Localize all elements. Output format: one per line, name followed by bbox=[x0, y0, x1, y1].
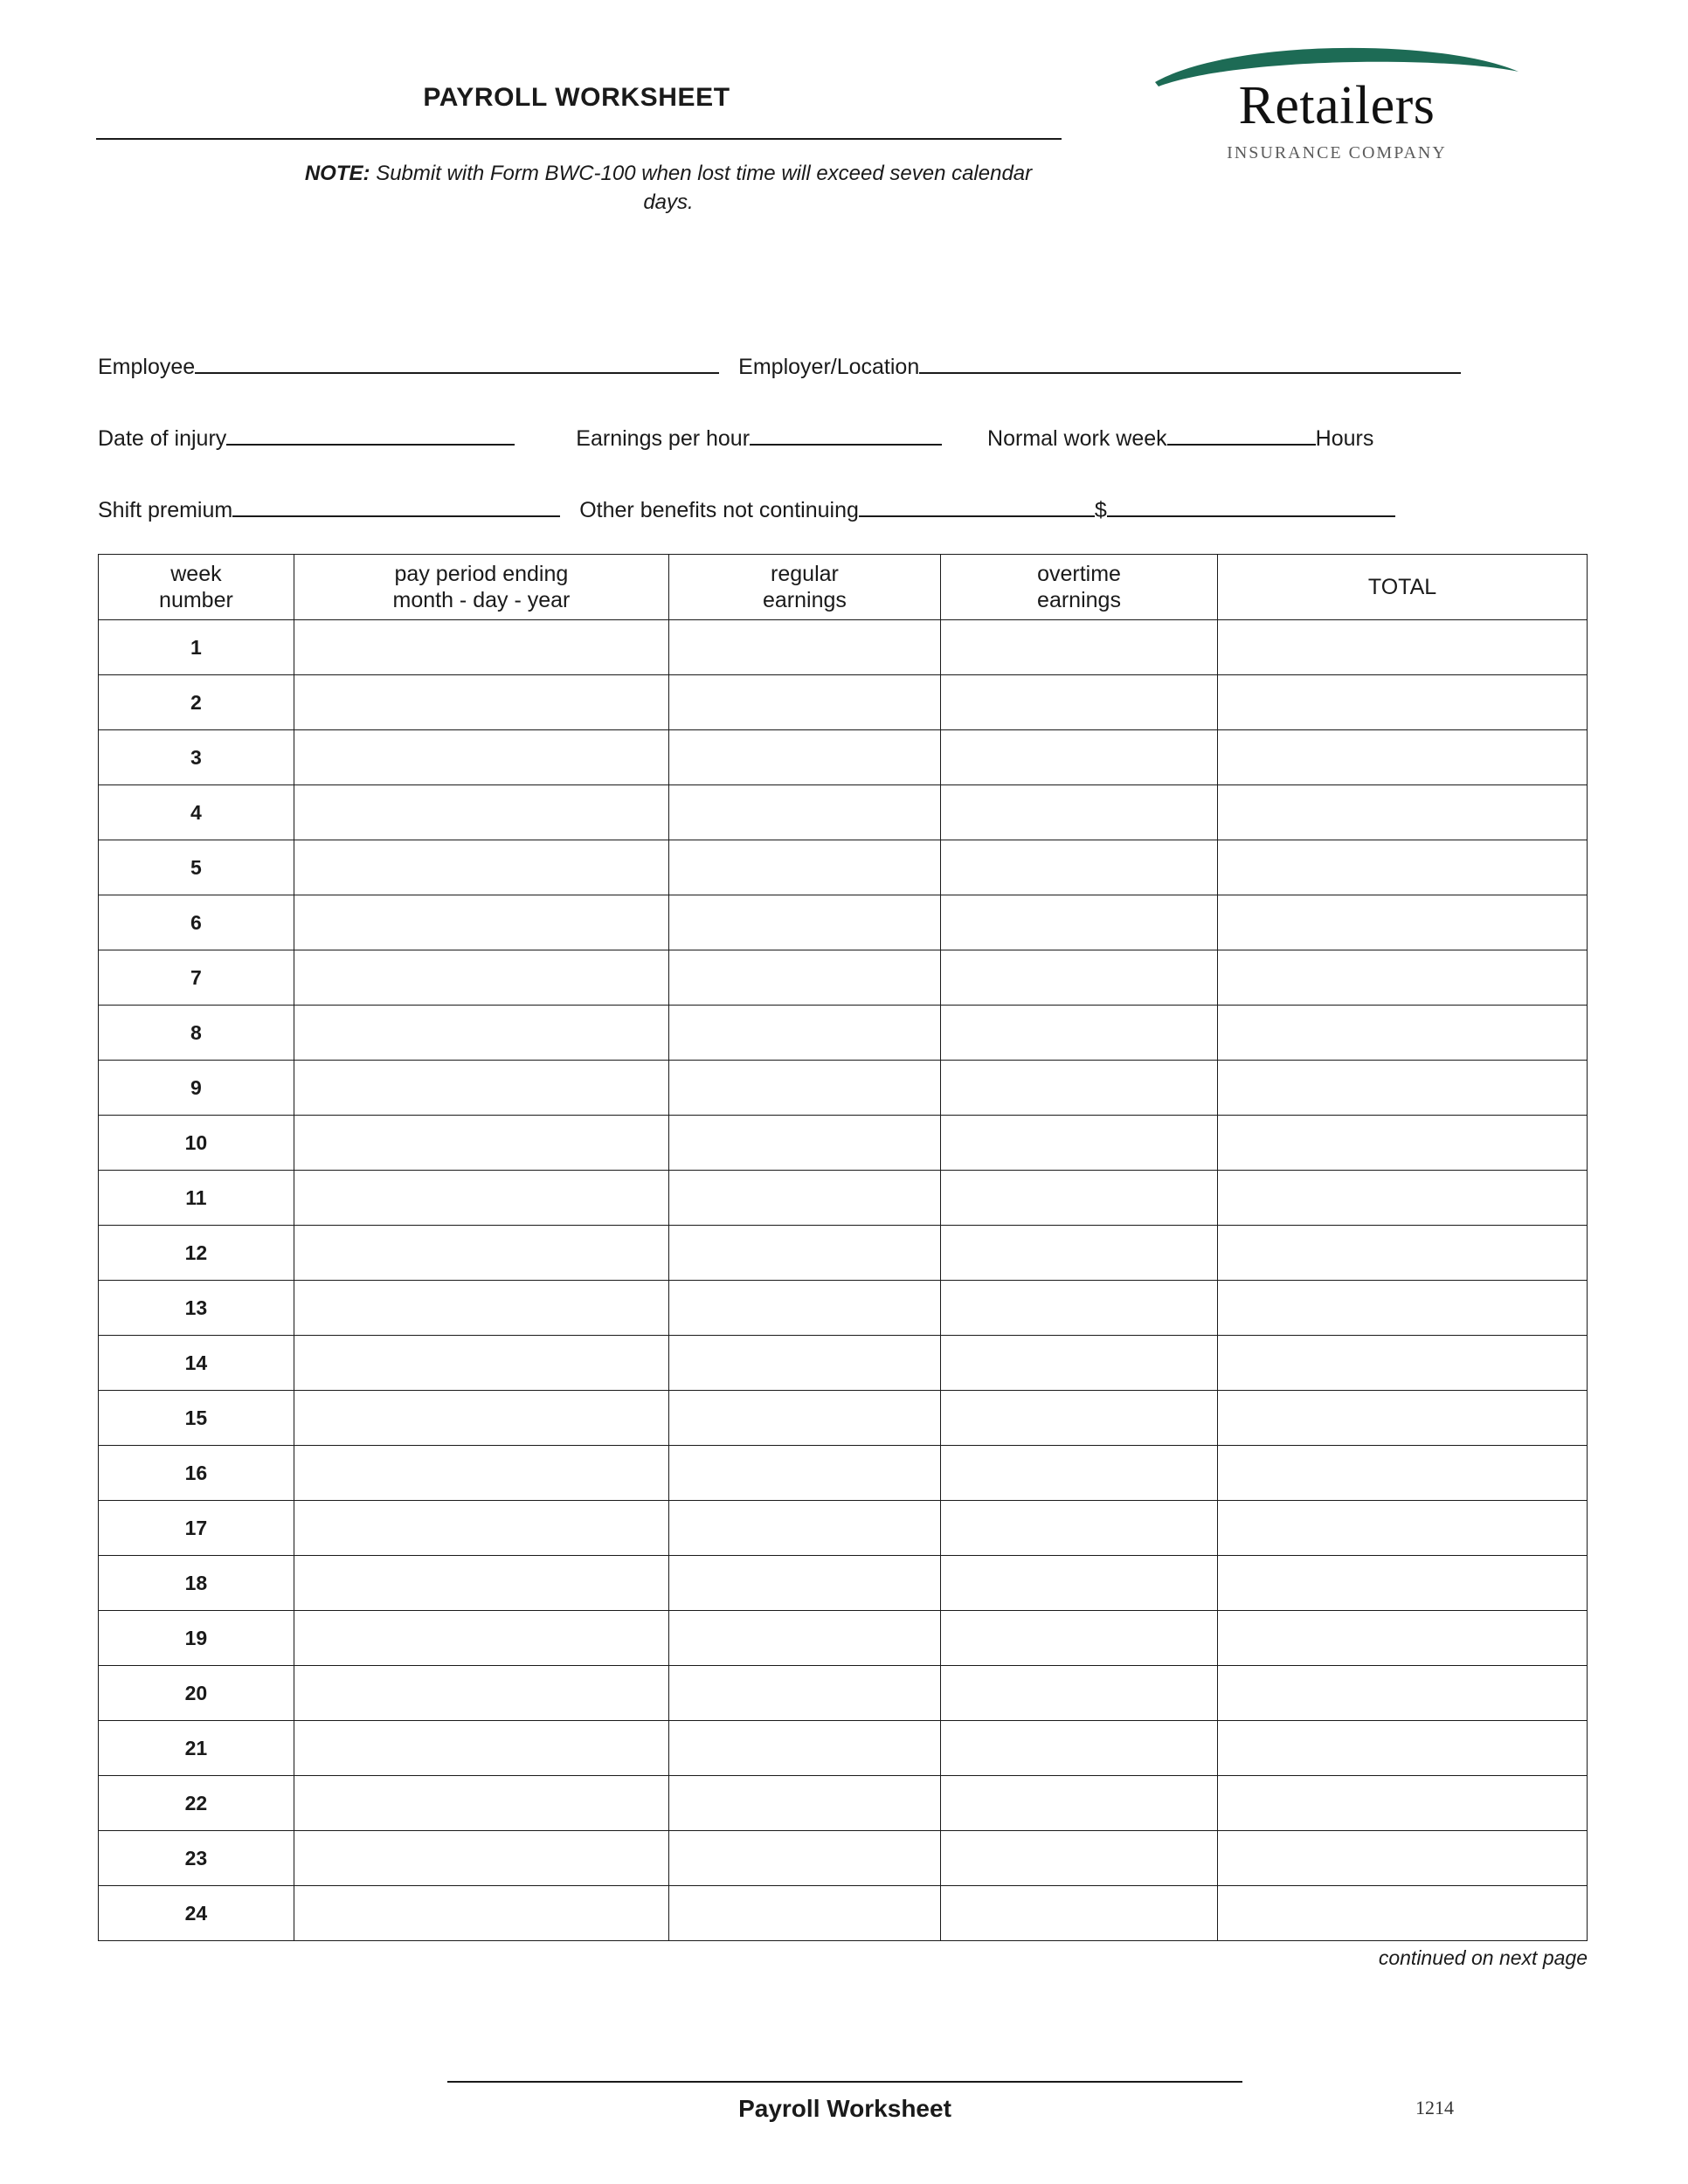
earnings-per-hour-input[interactable] bbox=[750, 421, 942, 446]
currency-symbol: $ bbox=[1094, 498, 1107, 522]
cell-total[interactable] bbox=[1218, 1336, 1588, 1391]
cell-overtime-earnings[interactable] bbox=[940, 1116, 1217, 1171]
other-benefits-input[interactable] bbox=[859, 493, 1095, 517]
column-header-regular-earnings bbox=[668, 555, 940, 620]
cell-regular-earnings[interactable] bbox=[668, 1281, 940, 1336]
cell-week-number: 16 bbox=[99, 1446, 294, 1501]
column-header-regular-line1: regular bbox=[771, 561, 839, 586]
cell-week-number: 17 bbox=[99, 1501, 294, 1556]
table-row bbox=[99, 950, 1588, 1006]
cell-week-number: 9 bbox=[99, 1061, 294, 1116]
table-header bbox=[99, 555, 1588, 620]
cell-pay-period[interactable] bbox=[294, 1336, 668, 1391]
cell-regular-earnings[interactable] bbox=[668, 1116, 940, 1171]
title-divider bbox=[96, 138, 1062, 140]
cell-week-number: 11 bbox=[99, 1171, 294, 1226]
cell-total[interactable] bbox=[1218, 785, 1588, 840]
cell-regular-earnings[interactable] bbox=[668, 1061, 940, 1116]
table-row bbox=[99, 1776, 1588, 1831]
shift-premium-label: Shift premium bbox=[98, 498, 233, 522]
continued-note: continued on next page bbox=[1378, 1946, 1588, 1969]
cell-total[interactable] bbox=[1218, 675, 1588, 730]
cell-pay-period[interactable] bbox=[294, 895, 668, 950]
cell-total[interactable] bbox=[1218, 950, 1588, 1006]
cell-pay-period[interactable] bbox=[294, 950, 668, 1006]
cell-pay-period[interactable] bbox=[294, 1061, 668, 1116]
employee-label: Employee bbox=[98, 355, 196, 379]
cell-overtime-earnings[interactable] bbox=[940, 1061, 1217, 1116]
cell-regular-earnings[interactable] bbox=[668, 1501, 940, 1556]
cell-overtime-earnings[interactable] bbox=[940, 1501, 1217, 1556]
cell-pay-period[interactable] bbox=[294, 785, 668, 840]
cell-pay-period[interactable] bbox=[294, 1831, 668, 1886]
cell-pay-period[interactable] bbox=[294, 1446, 668, 1501]
cell-week-number: 12 bbox=[99, 1226, 294, 1281]
table-row bbox=[99, 1721, 1588, 1776]
cell-total[interactable] bbox=[1218, 1666, 1588, 1721]
cell-regular-earnings[interactable] bbox=[668, 1721, 940, 1776]
footer-divider bbox=[447, 2081, 1242, 2083]
page-title: PAYROLL WORKSHEET bbox=[423, 83, 730, 112]
table-row bbox=[99, 1556, 1588, 1611]
cell-week-number: 21 bbox=[99, 1721, 294, 1776]
cell-pay-period[interactable] bbox=[294, 840, 668, 895]
cell-regular-earnings[interactable] bbox=[668, 1666, 940, 1721]
table-row bbox=[99, 1666, 1588, 1721]
note-text: Submit with Form BWC-100 when lost time will exceed seven calendar days. bbox=[376, 162, 1033, 215]
column-header-week-number bbox=[99, 555, 294, 620]
cell-overtime-earnings[interactable] bbox=[940, 1446, 1217, 1501]
cell-regular-earnings[interactable] bbox=[668, 1831, 940, 1886]
cell-overtime-earnings[interactable] bbox=[940, 1391, 1217, 1446]
table-row bbox=[99, 1061, 1588, 1116]
cell-total[interactable] bbox=[1218, 1886, 1588, 1941]
column-header-overtime-line1: overtime bbox=[1037, 561, 1121, 586]
cell-overtime-earnings[interactable] bbox=[940, 1831, 1217, 1886]
cell-week-number: 6 bbox=[99, 895, 294, 950]
cell-total[interactable] bbox=[1218, 1006, 1588, 1061]
cell-pay-period[interactable] bbox=[294, 675, 668, 730]
cell-total[interactable] bbox=[1218, 1226, 1588, 1281]
cell-pay-period[interactable] bbox=[294, 1006, 668, 1061]
cell-pay-period[interactable] bbox=[294, 1721, 668, 1776]
cell-week-number: 13 bbox=[99, 1281, 294, 1336]
cell-overtime-earnings[interactable] bbox=[940, 950, 1217, 1006]
cell-total[interactable] bbox=[1218, 1281, 1588, 1336]
cell-overtime-earnings[interactable] bbox=[940, 1006, 1217, 1061]
cell-regular-earnings[interactable] bbox=[668, 730, 940, 785]
cell-pay-period[interactable] bbox=[294, 1281, 668, 1336]
cell-week-number: 1 bbox=[99, 620, 294, 675]
cell-regular-earnings[interactable] bbox=[668, 1226, 940, 1281]
cell-week-number: 10 bbox=[99, 1116, 294, 1171]
cell-total[interactable] bbox=[1218, 1061, 1588, 1116]
earnings-per-hour-label: Earnings per hour bbox=[576, 426, 751, 451]
footer-form-code: 1214 bbox=[1415, 2097, 1454, 2118]
cell-pay-period[interactable] bbox=[294, 1776, 668, 1831]
cell-total[interactable] bbox=[1218, 1776, 1588, 1831]
cell-regular-earnings[interactable] bbox=[668, 950, 940, 1006]
cell-overtime-earnings[interactable] bbox=[940, 1721, 1217, 1776]
cell-regular-earnings[interactable] bbox=[668, 620, 940, 675]
cell-week-number: 15 bbox=[99, 1391, 294, 1446]
cell-regular-earnings[interactable] bbox=[668, 1611, 940, 1666]
note-label: NOTE: bbox=[304, 162, 370, 185]
cell-week-number: 18 bbox=[99, 1556, 294, 1611]
column-header-week-line2: number bbox=[159, 588, 233, 612]
cell-regular-earnings[interactable] bbox=[668, 1446, 940, 1501]
cell-regular-earnings[interactable] bbox=[668, 785, 940, 840]
cell-overtime-earnings[interactable] bbox=[940, 675, 1217, 730]
cell-week-number: 3 bbox=[99, 730, 294, 785]
column-header-pay-period bbox=[294, 555, 668, 620]
employer-location-input[interactable] bbox=[919, 349, 1461, 374]
cell-overtime-earnings[interactable] bbox=[940, 1171, 1217, 1226]
field-row-3 bbox=[98, 493, 1592, 536]
footer-title: Payroll Worksheet bbox=[738, 2095, 951, 2122]
retailers-logo bbox=[1153, 37, 1520, 185]
cell-week-number: 8 bbox=[99, 1006, 294, 1061]
cell-pay-period[interactable] bbox=[294, 1171, 668, 1226]
normal-work-week-input[interactable] bbox=[1167, 421, 1316, 446]
table-row bbox=[99, 1391, 1588, 1446]
table-row bbox=[99, 1886, 1588, 1941]
cell-pay-period[interactable] bbox=[294, 1556, 668, 1611]
cell-pay-period[interactable] bbox=[294, 620, 668, 675]
cell-pay-period[interactable] bbox=[294, 730, 668, 785]
cell-pay-period[interactable] bbox=[294, 1666, 668, 1721]
table-row bbox=[99, 1446, 1588, 1501]
title-block bbox=[96, 83, 1057, 120]
table-row bbox=[99, 785, 1588, 840]
table-row bbox=[99, 1116, 1588, 1171]
table-row bbox=[99, 895, 1588, 950]
cell-week-number: 5 bbox=[99, 840, 294, 895]
table-header-row bbox=[99, 555, 1588, 620]
payroll-table bbox=[98, 554, 1588, 1941]
field-row-1 bbox=[98, 349, 1592, 393]
cell-regular-earnings[interactable] bbox=[668, 1006, 940, 1061]
hours-label: Hours bbox=[1315, 426, 1374, 451]
column-header-total: TOTAL bbox=[1218, 555, 1588, 620]
table-row bbox=[99, 1006, 1588, 1061]
cell-overtime-earnings[interactable] bbox=[940, 1556, 1217, 1611]
employer-location-label: Employer/Location bbox=[738, 355, 920, 379]
cell-regular-earnings[interactable] bbox=[668, 1776, 940, 1831]
cell-total[interactable] bbox=[1218, 1391, 1588, 1446]
cell-total[interactable] bbox=[1218, 840, 1588, 895]
column-header-overtime-earnings bbox=[940, 555, 1217, 620]
cell-overtime-earnings[interactable] bbox=[940, 620, 1217, 675]
cell-total[interactable] bbox=[1218, 730, 1588, 785]
logo-subtitle: INSURANCE COMPANY bbox=[1227, 143, 1447, 162]
table-row bbox=[99, 840, 1588, 895]
column-header-overtime-line2: earnings bbox=[1037, 588, 1121, 612]
date-of-injury-input[interactable] bbox=[226, 421, 515, 446]
cell-regular-earnings[interactable] bbox=[668, 1886, 940, 1941]
table-row bbox=[99, 1501, 1588, 1556]
cell-total[interactable] bbox=[1218, 1721, 1588, 1776]
cell-total[interactable] bbox=[1218, 620, 1588, 675]
table-row bbox=[99, 1226, 1588, 1281]
cell-week-number: 14 bbox=[99, 1336, 294, 1391]
cell-overtime-earnings[interactable] bbox=[940, 1666, 1217, 1721]
cell-regular-earnings[interactable] bbox=[668, 675, 940, 730]
table-body bbox=[99, 620, 1588, 1941]
cell-regular-earnings[interactable] bbox=[668, 895, 940, 950]
cell-overtime-earnings[interactable] bbox=[940, 785, 1217, 840]
cell-week-number: 19 bbox=[99, 1611, 294, 1666]
cell-week-number: 4 bbox=[99, 785, 294, 840]
cell-total[interactable] bbox=[1218, 1116, 1588, 1171]
cell-pay-period[interactable] bbox=[294, 1886, 668, 1941]
field-row-2 bbox=[98, 421, 1592, 465]
cell-regular-earnings[interactable] bbox=[668, 1336, 940, 1391]
cell-week-number: 2 bbox=[99, 675, 294, 730]
cell-pay-period[interactable] bbox=[294, 1501, 668, 1556]
column-header-regular-line2: earnings bbox=[763, 588, 847, 612]
table-row bbox=[99, 730, 1588, 785]
cell-pay-period[interactable] bbox=[294, 1611, 668, 1666]
cell-overtime-earnings[interactable] bbox=[940, 1776, 1217, 1831]
cell-week-number: 20 bbox=[99, 1666, 294, 1721]
cell-overtime-earnings[interactable] bbox=[940, 1611, 1217, 1666]
cell-regular-earnings[interactable] bbox=[668, 840, 940, 895]
table-row bbox=[99, 1831, 1588, 1886]
cell-overtime-earnings[interactable] bbox=[940, 840, 1217, 895]
note-block bbox=[288, 159, 1048, 217]
cell-overtime-earnings[interactable] bbox=[940, 1281, 1217, 1336]
column-header-week-line1: week bbox=[170, 561, 222, 586]
cell-overtime-earnings[interactable] bbox=[940, 1886, 1217, 1941]
cell-pay-period[interactable] bbox=[294, 1226, 668, 1281]
payroll-table-wrap bbox=[98, 554, 1588, 1941]
column-header-period-line2: month - day - year bbox=[392, 588, 571, 612]
column-header-period-line1: pay period ending bbox=[394, 561, 569, 586]
cell-week-number: 22 bbox=[99, 1776, 294, 1831]
normal-work-week-label: Normal work week bbox=[987, 426, 1167, 451]
table-row bbox=[99, 675, 1588, 730]
logo-name: Retailers bbox=[1238, 76, 1435, 135]
cell-total[interactable] bbox=[1218, 1446, 1588, 1501]
cell-total[interactable] bbox=[1218, 895, 1588, 950]
other-benefits-amount-input[interactable] bbox=[1107, 493, 1395, 517]
cell-total[interactable] bbox=[1218, 1611, 1588, 1666]
cell-regular-earnings[interactable] bbox=[668, 1556, 940, 1611]
cell-total[interactable] bbox=[1218, 1501, 1588, 1556]
table-row bbox=[99, 1171, 1588, 1226]
document-header bbox=[0, 0, 1688, 262]
table-row bbox=[99, 1611, 1588, 1666]
cell-pay-period[interactable] bbox=[294, 1116, 668, 1171]
table-row bbox=[99, 1336, 1588, 1391]
cell-pay-period[interactable] bbox=[294, 1391, 668, 1446]
table-row bbox=[99, 620, 1588, 675]
cell-week-number: 24 bbox=[99, 1886, 294, 1941]
cell-overtime-earnings[interactable] bbox=[940, 1336, 1217, 1391]
cell-week-number: 23 bbox=[99, 1831, 294, 1886]
shift-premium-input[interactable] bbox=[232, 493, 560, 517]
date-of-injury-label: Date of injury bbox=[98, 426, 227, 451]
table-row bbox=[99, 1281, 1588, 1336]
cell-total[interactable] bbox=[1218, 1556, 1588, 1611]
cell-overtime-earnings[interactable] bbox=[940, 1226, 1217, 1281]
cell-total[interactable] bbox=[1218, 1831, 1588, 1886]
cell-week-number: 7 bbox=[99, 950, 294, 1006]
cell-regular-earnings[interactable] bbox=[668, 1391, 940, 1446]
cell-regular-earnings[interactable] bbox=[668, 1171, 940, 1226]
cell-total[interactable] bbox=[1218, 1171, 1588, 1226]
employee-input[interactable] bbox=[195, 349, 719, 374]
cell-overtime-earnings[interactable] bbox=[940, 730, 1217, 785]
other-benefits-label: Other benefits not continuing bbox=[579, 498, 859, 522]
cell-overtime-earnings[interactable] bbox=[940, 895, 1217, 950]
